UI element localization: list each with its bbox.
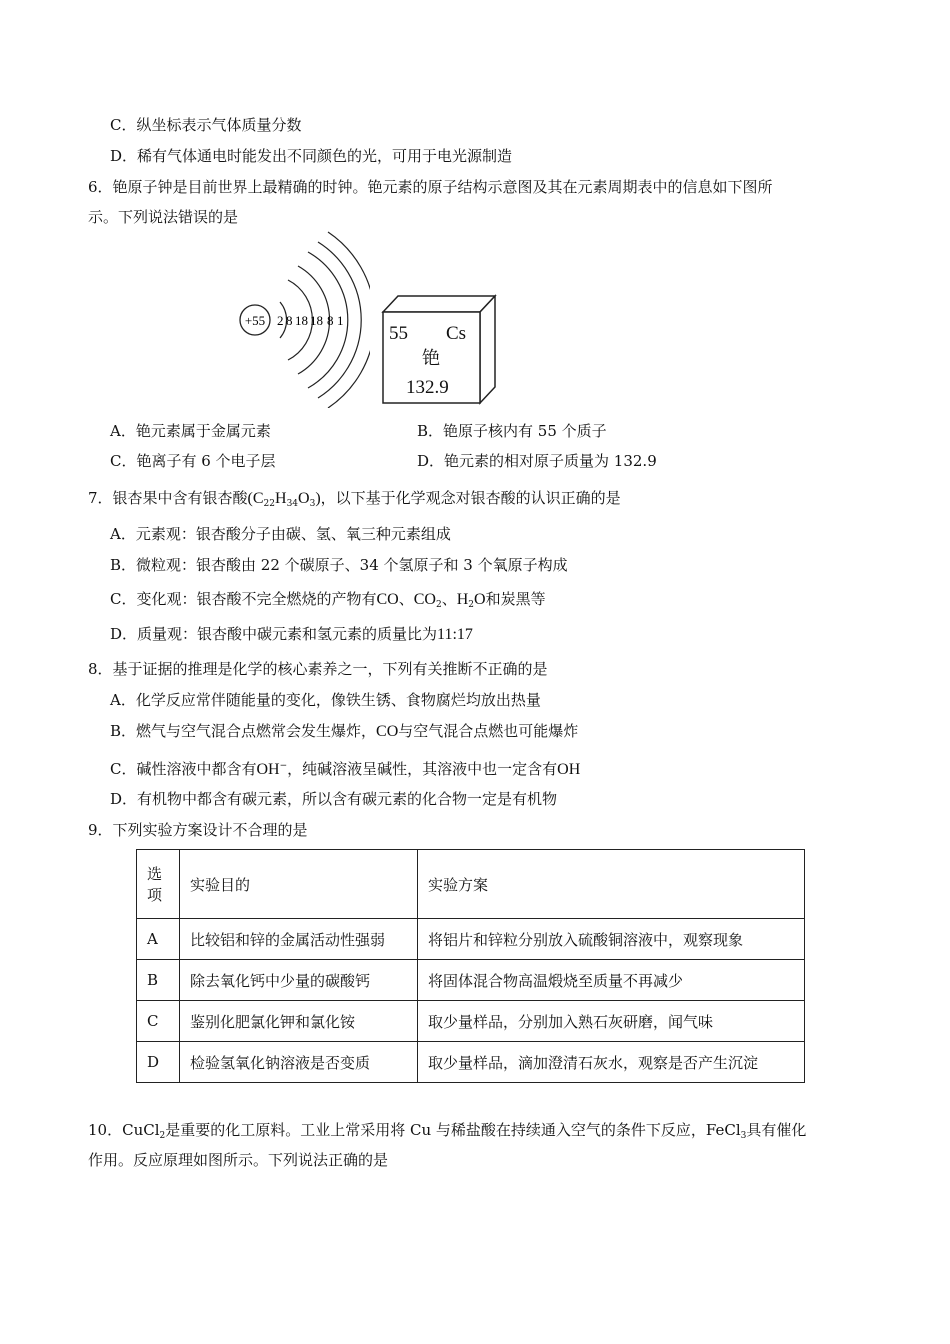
formula-oh: OH (256, 761, 280, 778)
formula-h2o-h: H (456, 591, 469, 608)
formula-oh: OH (557, 761, 581, 778)
atomic-mass: 132.9 (406, 377, 449, 398)
cell-option: D (137, 1042, 180, 1083)
formula-co2: CO (413, 591, 436, 608)
cell-plan: 取少量样品，分别加入熟石灰研磨，闻气味 (418, 1001, 805, 1042)
cell-plan: 将固体混合物高温煅烧至质量不再减少 (418, 960, 805, 1001)
q10-stem-line1 (88, 1120, 806, 1146)
q10-stem-line2: 作用。反应原理如图所示。下列说法正确的是 (88, 1151, 389, 1169)
q10-sub-3: 3 (740, 1131, 747, 1141)
q9-stem: 9．下列实验方案设计不合理的是 (88, 821, 308, 839)
formula-co2-sub: 2 (435, 600, 442, 610)
formula-h: H (275, 490, 287, 507)
cell-option: A (137, 919, 180, 960)
mass-ratio: 11:17 (437, 626, 473, 643)
formula-co: CO (376, 723, 399, 740)
experiment-table (136, 849, 805, 1083)
q8-option-b-part1: B．燃气与空气混合点燃常会发生爆炸， (110, 722, 377, 740)
q7-option-d (110, 624, 473, 645)
shell-2: 8 (286, 313, 293, 328)
q8-stem: 8．基于证据的推理是化学的核心素养之一，下列有关推断不正确的是 (88, 660, 548, 678)
shell-4: 18 (310, 313, 323, 328)
cell-plan: 将铝片和锌粒分别放入硫酸铜溶液中，观察现象 (418, 919, 805, 960)
q7-option-c-part2: 和炭黑等 (485, 590, 546, 608)
formula-h2o-o: O (474, 591, 486, 608)
formula-h-count: 34 (286, 499, 299, 509)
q10-part3: 具有催化 (746, 1121, 807, 1139)
cesium-atom-diagram (230, 228, 370, 408)
nucleus-charge: +55 (244, 313, 266, 328)
element-symbol: Cs (446, 323, 467, 344)
q8-option-c-part2: ，纯碱溶液呈碱性，其溶液中也一定含有 (287, 760, 558, 778)
table-row (137, 1042, 805, 1083)
q5-option-c: C．纵坐标表示气体质量分数 (110, 116, 302, 134)
q7-option-b: B．微粒观：银杏酸由 22 个碳原子、34 个氢原子和 3 个氧原子构成 (110, 556, 568, 574)
q7-option-c (110, 589, 546, 615)
q7-option-c-part1: C．变化观：银杏酸不完全燃烧的产物有 (110, 590, 377, 608)
q7-stem (88, 488, 621, 514)
formula-open-paren: ( (247, 490, 253, 507)
cell-plan: 取少量样品，滴加澄清石灰水，观察是否产生沉淀 (418, 1042, 805, 1083)
cell-option: B (137, 960, 180, 1001)
table-row (137, 960, 805, 1001)
charge-minus: − (279, 761, 288, 771)
q8-option-a: A．化学反应常伴随能量的变化，像铁生锈、食物腐烂均放出热量 (110, 691, 541, 709)
q7-stem-part2: ，以下基于化学观念对银杏酸的认识正确的是 (320, 489, 621, 507)
formula-c-count: 22 (263, 499, 275, 509)
element-name: 铯 (422, 348, 440, 369)
shell-6: 1 (337, 313, 344, 328)
q7-option-a: A．元素观：银杏酸分子由碳、氢、氧三种元素组成 (110, 525, 451, 543)
formula-o-count: 3 (309, 499, 316, 509)
q10-part2: 是重要的化工原料。工业上常采用将 Cu 与稀盐酸在持续通入空气的条件下反应，FeCl (165, 1121, 741, 1139)
cell-purpose: 检验氢氧化钠溶液是否变质 (180, 1042, 418, 1083)
table-row (137, 1001, 805, 1042)
formula-c: C (252, 490, 264, 507)
q6-option-c: C．铯离子有 6 个电子层 (110, 452, 276, 470)
formula-close-paren: ) (315, 490, 321, 507)
shell-1: 2 (277, 313, 284, 328)
q6-option-a: A．铯元素属于金属元素 (110, 422, 271, 440)
formula-co: CO (376, 591, 399, 608)
q8-option-c (110, 756, 580, 780)
q6-stem-line2: 示。下列说法错误的是 (88, 208, 239, 226)
separator: 、 (441, 590, 457, 608)
q10-sub-2: 2 (159, 1131, 166, 1141)
cell-option: C (137, 1001, 180, 1042)
formula-h2o-sub: 2 (468, 600, 475, 610)
q8-option-c-part1: C．碱性溶液中都含有 (110, 760, 257, 778)
periodic-table-cell (380, 292, 500, 407)
cell-purpose: 比较铝和锌的金属活动性强弱 (180, 919, 418, 960)
formula-o: O (298, 490, 310, 507)
cell-purpose: 除去氧化钙中少量的碳酸钙 (180, 960, 418, 1001)
shell-3: 18 (295, 313, 308, 328)
q8-option-d: D．有机物中都含有碳元素，所以含有碳元素的化合物一定是有机物 (110, 790, 558, 808)
separator: 、 (398, 590, 414, 608)
atomic-number: 55 (389, 323, 408, 344)
q8-option-b (110, 721, 578, 742)
table-header-row (137, 850, 805, 919)
q10-part1: 10．CuCl (88, 1121, 160, 1139)
header-plan: 实验方案 (418, 850, 805, 919)
q6-stem-line1: 6．铯原子钟是目前世界上最精确的时钟。铯元素的原子结构示意图及其在元素周期表中的信息如下图所 (88, 178, 773, 196)
table-row (137, 919, 805, 960)
q7-stem-part1: 7．银杏果中含有银杏酸 (88, 489, 248, 507)
header-option: 选 项 (137, 850, 180, 919)
q6-option-b: B．铯原子核内有 55 个质子 (417, 422, 607, 440)
shell-5: 8 (327, 313, 334, 328)
cell-purpose: 鉴别化肥氯化钾和氯化铵 (180, 1001, 418, 1042)
q6-option-d: D．铯元素的相对原子质量为 132.9 (417, 452, 657, 470)
q5-option-d: D．稀有气体通电时能发出不同颜色的光，可用于电光源制造 (110, 147, 513, 165)
q7-option-d-text: D．质量观：银杏酸中碳元素和氢元素的质量比为 (110, 625, 438, 643)
q8-option-b-part2: 与空气混合点燃也可能爆炸 (398, 722, 579, 740)
header-purpose: 实验目的 (180, 850, 418, 919)
